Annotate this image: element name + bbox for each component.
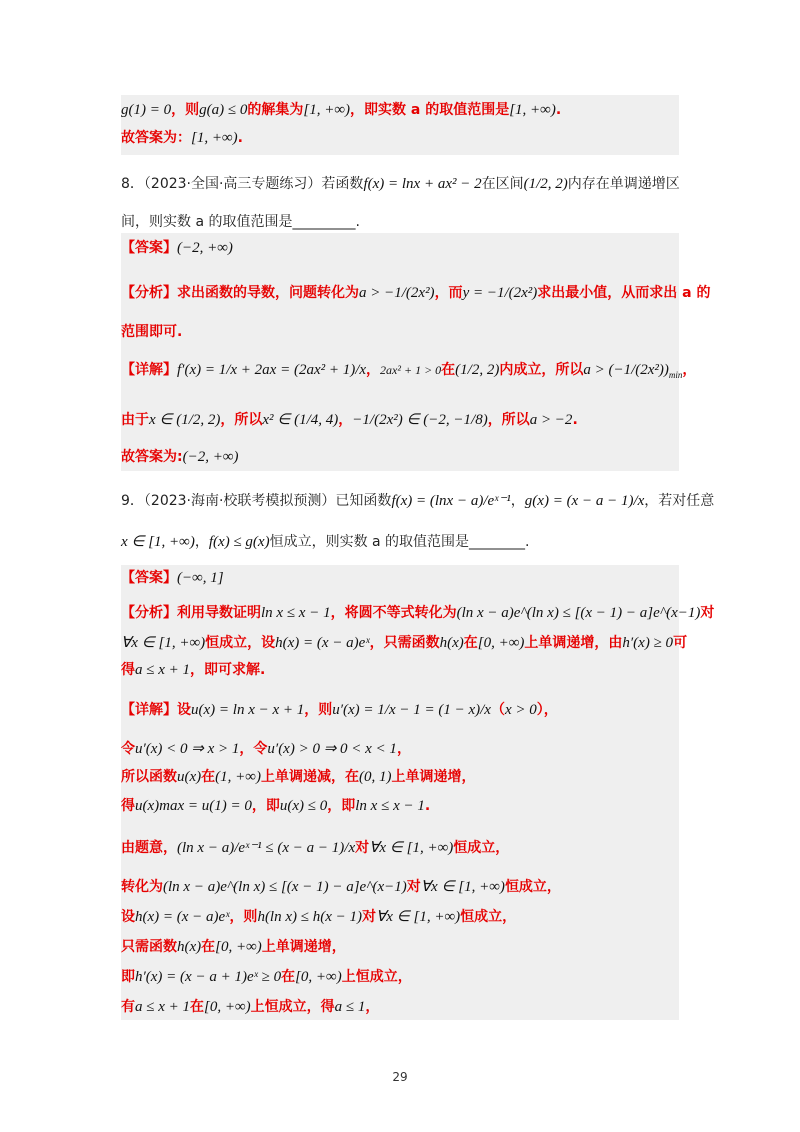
top-line-2: 故答案为：[1, +∞). <box>121 130 243 146</box>
q9-analysis-line-2: ∀x ∈ [1, +∞)恒成立，设h(x) = (x − a)eˣ，只需函数h(x)在[0, +∞)上单调递增，由h′(x) ≥ 0可 <box>121 635 688 651</box>
q9-detail-line-9: 即h′(x) = (x − a + 1)eˣ ≥ 0在[0, +∞)上恒成立， <box>121 969 412 985</box>
top-line-1: g(1) = 0，则g(a) ≤ 0的解集为[1, +∞)，即实数 a 的取值范围是[1, +∞). <box>121 102 562 118</box>
q9-analysis-line-3: 得a ≤ x + 1，即可求解. <box>121 662 266 678</box>
q8-answer: 【答案】(−2, +∞) <box>121 240 233 256</box>
q9-detail-line-10: 有a ≤ x + 1在[0, +∞)上恒成立，得a ≤ 1， <box>121 999 380 1015</box>
q8-stem-line-2: 间，则实数 a 的取值范围是_________. <box>121 214 360 230</box>
q9-stem-line-1: 9．（2023·海南·校联考模拟预测）已知函数f(x) = (lnx − a)/eˣ⁻¹，g(x) = (x − a − 1)/x，若对任意 <box>121 493 715 509</box>
q8-stem-line-1: 8．（2023·全国·高三专题练习）若函数f(x) = lnx + ax² − 2在区间(1/2, 2)内存在单调递增区 <box>121 176 680 192</box>
q9-detail-line-2: 令u′(x) < 0 ⇒ x > 1，令u′(x) > 0 ⇒ 0 < x < 1， <box>121 741 411 757</box>
q9-detail-line-4: 得u(x)max = u(1) = 0，即u(x) ≤ 0，即ln x ≤ x − 1. <box>121 798 431 814</box>
q9-detail-line-5: 由题意，(ln x − a)/eˣ⁻¹ ≤ (x − a − 1)/x对∀x ∈ [1, +∞)恒成立， <box>121 840 510 856</box>
q8-final-answer: 故答案为:(−2, +∞) <box>121 449 239 465</box>
q9-detail-line-8: 只需函数h(x)在[0, +∞)上单调递增， <box>121 939 346 955</box>
q9-answer: 【答案】(−∞, 1] <box>121 570 224 586</box>
q8-detail-line-2: 由于x ∈ (1/2, 2)，所以x² ∈ (1/4, 4)，−1/(2x²) ∈ (−2, −1/8)，所以a > −2. <box>121 412 578 428</box>
q9-detail-line-7: 设h(x) = (x − a)eˣ，则h(ln x) ≤ h(x − 1)对∀x ∈ [1, +∞)恒成立， <box>121 909 517 925</box>
page-number: 29 <box>392 1070 408 1084</box>
q8-detail-line-1: 【详解】f′(x) = 1/x + 2ax = (2ax² + 1)/x，2ax² + 1 > 0在(1/2, 2)内成立，所以$a > (-1/(2x^2))_{min}$， <box>121 362 697 380</box>
q9-detail-line-6: 转化为(ln x − a)e^(ln x) ≤ [(x − 1) − a]e^(x−1)对∀x ∈ [1, +∞)恒成立， <box>121 879 561 895</box>
q9-detail-line-3: 所以函数u(x)在(1, +∞)上单调递减，在(0, 1)上单调递增， <box>121 769 476 785</box>
q9-stem-line-2: x ∈ [1, +∞)，f(x) ≤ g(x)恒成立，则实数 a 的取值范围是________. <box>121 534 530 550</box>
q8-analysis-line-2: 范围即可. <box>121 324 183 340</box>
q9-analysis-line-1: 【分析】利用导数证明ln x ≤ x − 1，将圆不等式转化为(ln x − a)e^(ln x) ≤ [(x − 1) − a]e^(x−1)对 <box>121 605 715 621</box>
q8-analysis-line-1: 【分析】求出函数的导数，问题转化为a > −1/(2x²)，而y = −1/(2x²)求出最小值，从而求出 a 的 <box>121 285 711 301</box>
q9-detail-line-1: 【详解】设u(x) = ln x − x + 1，则u′(x) = 1/x − 1 = (1 − x)/x（x > 0）， <box>121 702 558 718</box>
answer-block-q8 <box>121 233 679 471</box>
